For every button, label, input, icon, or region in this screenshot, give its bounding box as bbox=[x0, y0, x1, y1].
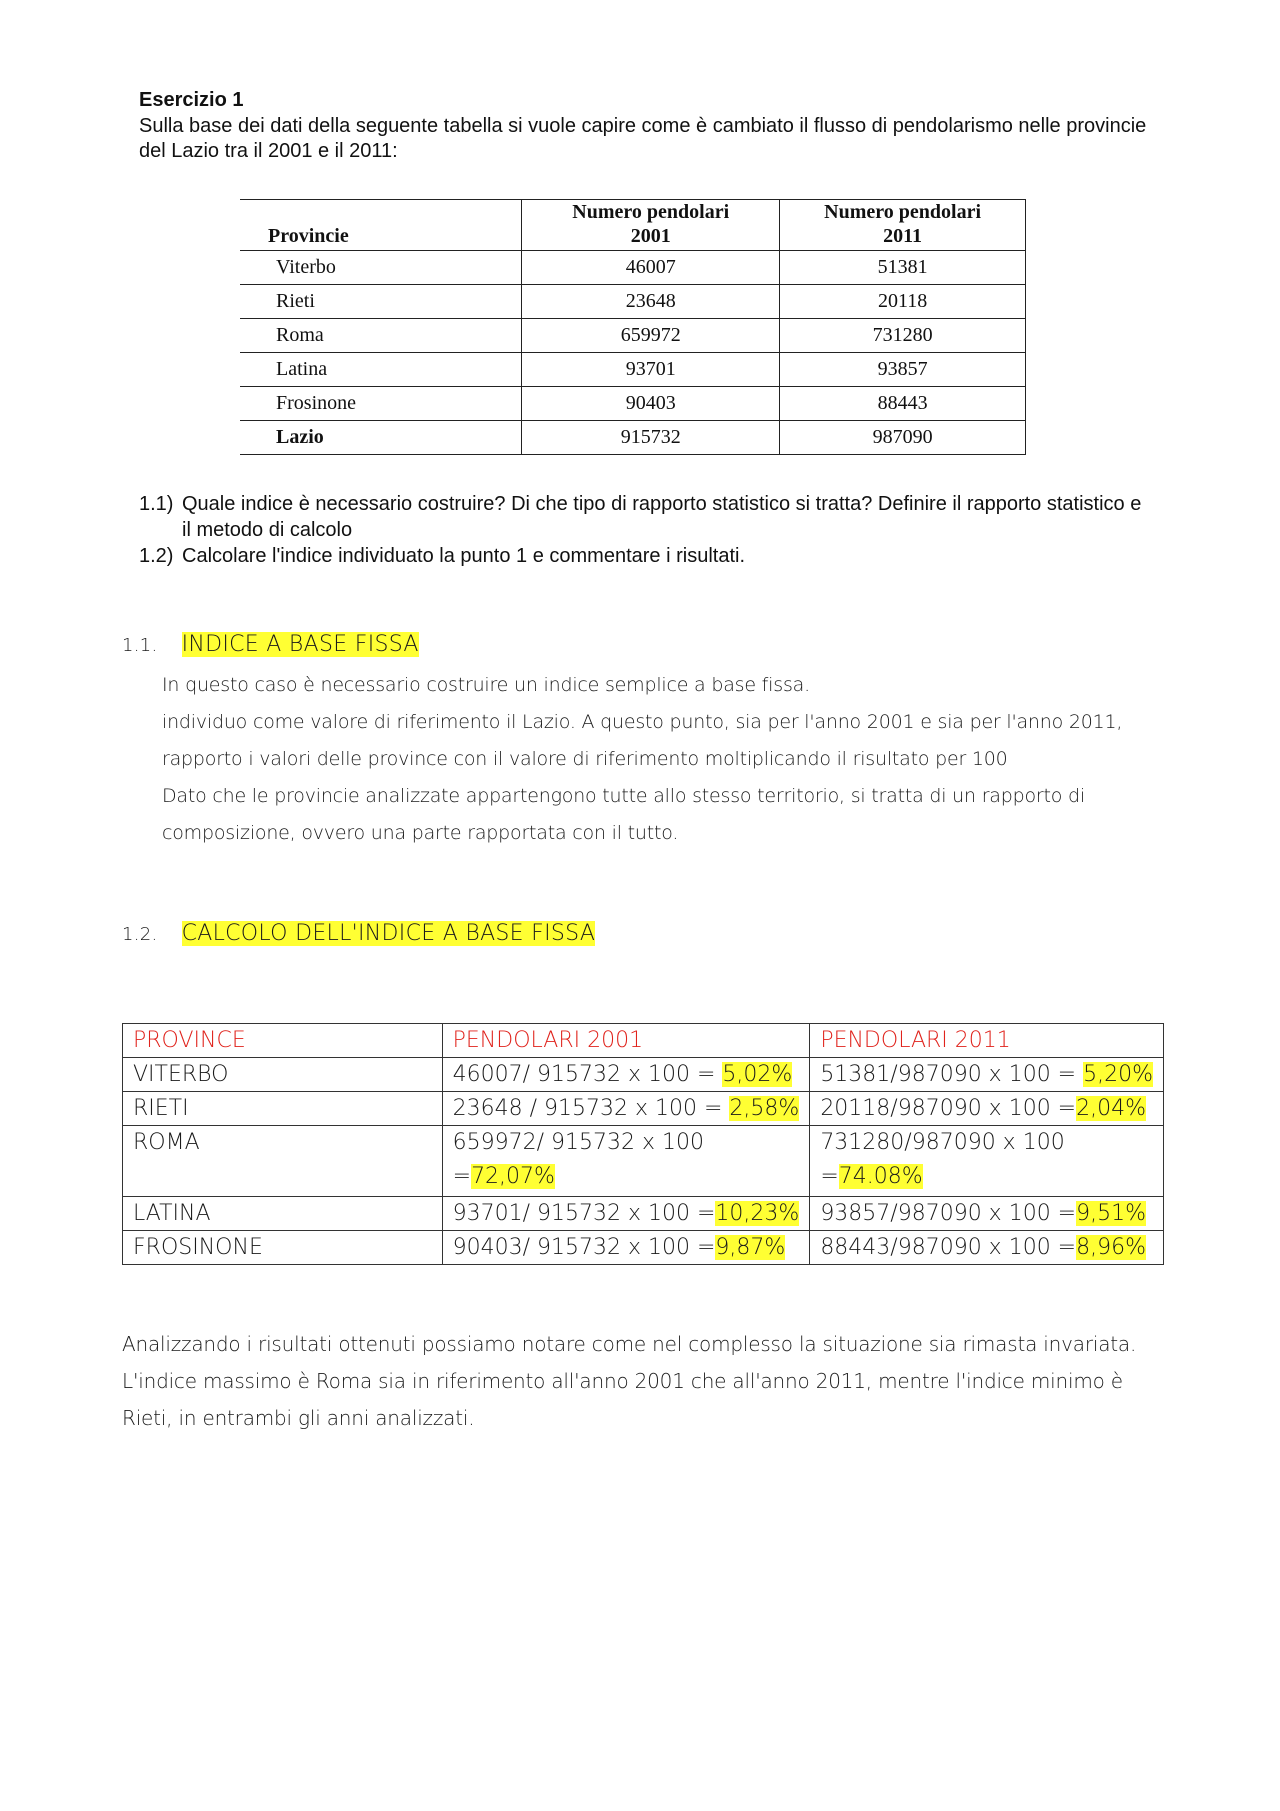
result-2011: 5,20% bbox=[1083, 1062, 1153, 1087]
result-2001: 72,07% bbox=[471, 1164, 555, 1189]
calc-2011-cell bbox=[810, 1231, 1164, 1265]
answer-1-1-title: INDICE A BASE FISSA bbox=[181, 632, 419, 657]
answer-line: In questo caso è necessario costruire un indice semplice a base fissa. bbox=[162, 674, 810, 696]
answer-1-2-title: CALCOLO DELL'INDICE A BASE FISSA bbox=[181, 921, 596, 946]
calc-province: RIETI bbox=[123, 1092, 443, 1126]
answer-line: Dato che le provincie analizzate appartengono tutte allo stesso territorio, si tratta di un rapporto di bbox=[162, 785, 1085, 807]
calc-2011-cell bbox=[810, 1126, 1164, 1197]
calc-2001-cell bbox=[442, 1197, 810, 1231]
province-name: Viterbo bbox=[240, 251, 522, 285]
header-pendolari-2011 bbox=[780, 200, 1026, 251]
header-2011-year: 2011 bbox=[883, 225, 923, 247]
value-2011: 20118 bbox=[780, 285, 1026, 319]
answer-line: rapporto i valori delle province con il valore di riferimento moltiplicando il risultato per 100 bbox=[162, 748, 1008, 770]
answer-line: individuo come valore di riferimento il Lazio. A questo punto, sia per l'anno 2001 e sia per l'anno 2011, bbox=[162, 711, 1123, 733]
table-row bbox=[240, 353, 1026, 387]
header-2001-label: Numero pendolari bbox=[572, 201, 730, 223]
exercise-title: Esercizio 1 bbox=[139, 89, 244, 111]
exercise-statement bbox=[139, 88, 1149, 164]
formula-2001: 23648 / 915732 x 100 = bbox=[452, 1096, 730, 1121]
value-2011: 93857 bbox=[780, 353, 1026, 387]
formula-2011: 731280/987090 x 100 bbox=[820, 1130, 1065, 1155]
header-2011-label: Numero pendolari bbox=[824, 201, 981, 223]
result-2001: 5,02% bbox=[722, 1062, 793, 1087]
total-name: Lazio bbox=[240, 421, 522, 455]
value-2011: 51381 bbox=[780, 251, 1026, 285]
calc-header-row bbox=[123, 1024, 1164, 1058]
formula-2011: 51381/987090 x 100 = bbox=[820, 1062, 1084, 1087]
value-2011: 88443 bbox=[780, 387, 1026, 421]
province-name: Roma bbox=[240, 319, 522, 353]
formula-2001: 93701/ 915732 x 100 = bbox=[452, 1201, 716, 1226]
question-list bbox=[139, 491, 1149, 569]
header-2001-year: 2001 bbox=[630, 225, 671, 247]
calc-2001-cell bbox=[442, 1058, 810, 1092]
table-row bbox=[123, 1231, 1164, 1265]
value-2001: 90403 bbox=[522, 387, 780, 421]
source-data-table bbox=[240, 199, 1026, 455]
formula-2011: 20118/987090 x 100 = bbox=[820, 1096, 1077, 1121]
value-2001: 659972 bbox=[522, 319, 780, 353]
header-provincie: Provincie bbox=[240, 200, 522, 251]
total-2011: 987090 bbox=[780, 421, 1026, 455]
result-2011: 2,04% bbox=[1076, 1096, 1147, 1121]
answer-1-2-number: 1.2. bbox=[122, 924, 158, 945]
province-name: Frosinone bbox=[240, 387, 522, 421]
table-row bbox=[123, 1092, 1164, 1126]
result-2011: 8,96% bbox=[1076, 1235, 1147, 1260]
calc-2001-cell bbox=[442, 1092, 810, 1126]
question-item bbox=[139, 491, 1149, 543]
question-text: Calcolare l'indice individuato la punto 1 e commentare i risultati. bbox=[182, 545, 745, 567]
calc-2011-cell bbox=[810, 1197, 1164, 1231]
formula-2011: 88443/987090 x 100 = bbox=[820, 1235, 1077, 1260]
calc-province: LATINA bbox=[123, 1197, 443, 1231]
result-2001: 10,23% bbox=[715, 1201, 800, 1226]
question-item bbox=[139, 543, 1149, 569]
calc-province: FROSINONE bbox=[123, 1231, 443, 1265]
calc-province: ROMA bbox=[123, 1126, 443, 1197]
calc-2001-cell bbox=[442, 1231, 810, 1265]
value-2001: 93701 bbox=[522, 353, 780, 387]
source-table-header-row bbox=[240, 200, 1026, 251]
table-row bbox=[240, 387, 1026, 421]
province-name: Rieti bbox=[240, 285, 522, 319]
question-number: 1.2) bbox=[139, 545, 174, 567]
total-2001: 915732 bbox=[522, 421, 780, 455]
calc-province: VITERBO bbox=[123, 1058, 443, 1092]
table-row bbox=[123, 1058, 1164, 1092]
province-name: Latina bbox=[240, 353, 522, 387]
calc-header-province: PROVINCE bbox=[123, 1024, 443, 1058]
table-row bbox=[240, 251, 1026, 285]
result-2001: 9,87% bbox=[715, 1235, 786, 1260]
formula-2001: 659972/ 915732 x 100 bbox=[452, 1130, 704, 1155]
table-row bbox=[240, 285, 1026, 319]
calc-2011-cell bbox=[810, 1058, 1164, 1092]
equals-sign: = bbox=[452, 1164, 472, 1189]
calculation-table bbox=[122, 1023, 1164, 1265]
formula-2011: 93857/987090 x 100 = bbox=[820, 1201, 1077, 1226]
conclusion-text: Analizzando i risultati ottenuti possiamo notare come nel complesso la situazione sia rimasta invariata. L'indice massimo è Roma sia in riferimento all'anno 2001 che all'anno 2011, mentre l'indice minimo è Rieti, in entrambi gli anni analizzati. bbox=[122, 1332, 1137, 1430]
table-total-row bbox=[240, 421, 1026, 455]
answer-1-2-heading bbox=[122, 919, 595, 950]
formula-2001: 90403/ 915732 x 100 = bbox=[452, 1235, 716, 1260]
result-2001: 2,58% bbox=[729, 1096, 800, 1121]
answer-1-1-heading bbox=[122, 630, 419, 661]
formula-2001: 46007/ 915732 x 100 = bbox=[452, 1062, 723, 1087]
result-2011: 74.08% bbox=[838, 1164, 923, 1189]
calc-header-2011: PENDOLARI 2011 bbox=[810, 1024, 1164, 1058]
equals-sign: = bbox=[820, 1164, 839, 1189]
table-row bbox=[240, 319, 1026, 353]
result-2011: 9,51% bbox=[1076, 1201, 1147, 1226]
answer-line: composizione, ovvero una parte rapportata con il tutto. bbox=[162, 822, 679, 844]
answer-1-1-number: 1.1. bbox=[122, 635, 158, 656]
exercise-intro: Sulla base dei dati della seguente tabella si vuole capire come è cambiato il flusso di pendolarismo nelle provincie del Lazio tra il 2001 e il 2011: bbox=[139, 115, 1147, 162]
value-2001: 23648 bbox=[522, 285, 780, 319]
calc-header-2001: PENDOLARI 2001 bbox=[442, 1024, 810, 1058]
table-row bbox=[123, 1197, 1164, 1231]
value-2011: 731280 bbox=[780, 319, 1026, 353]
answer-1-1-body bbox=[162, 667, 1162, 852]
table-row bbox=[123, 1126, 1164, 1197]
question-text: Quale indice è necessario costruire? Di che tipo di rapporto statistico si tratta? Definire il rapporto statistico e il metodo di calcolo bbox=[182, 493, 1142, 541]
calc-2011-cell bbox=[810, 1092, 1164, 1126]
header-pendolari-2001 bbox=[522, 200, 780, 251]
calc-2001-cell bbox=[442, 1126, 810, 1197]
question-number: 1.1) bbox=[139, 493, 174, 515]
value-2001: 46007 bbox=[522, 251, 780, 285]
